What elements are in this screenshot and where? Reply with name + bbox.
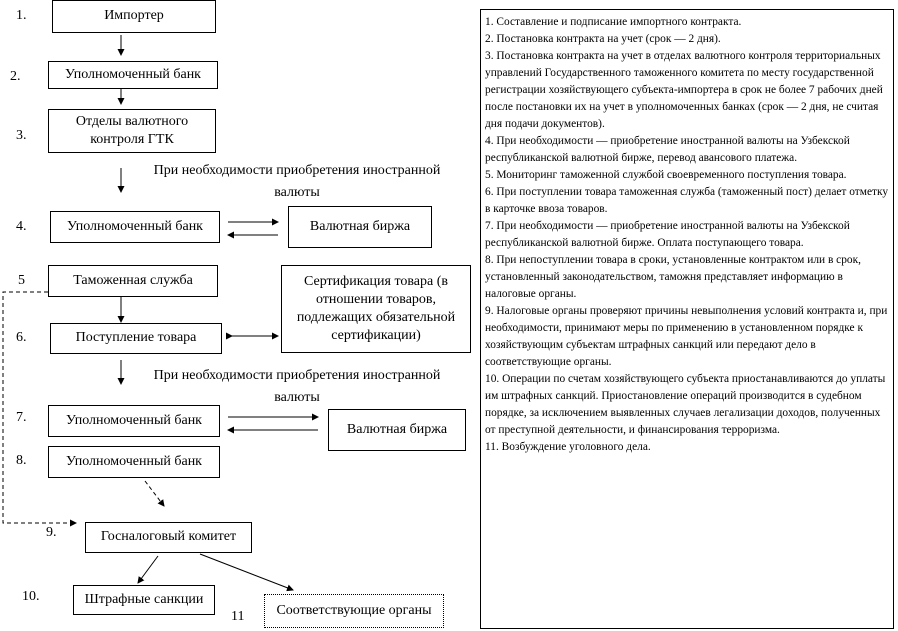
step-number: 3. [16, 128, 27, 143]
penalties-box: Штрафные санкции [73, 585, 215, 615]
step-description: 2. Постановка контракта на учет (срок — 2 дня). [485, 33, 721, 45]
step-description: 8. При непоступлении товара в сроки, установленные контрактом или в срок, установленный законодательством, таможня представляет информацию в налоговые органы. [485, 254, 862, 300]
step-number: 10. [22, 589, 40, 604]
certification-box: Сертификация товара (в отношении товаров, подлежащих обязательной сертификации) [281, 265, 471, 353]
currency-control-box: Отделы валютного контроля ГТК [48, 109, 216, 153]
step-description: 4. При необходимости — приобретение иностранной валюты на Узбекской республиканской валютной бирже, перевод авансового платежа. [485, 135, 850, 164]
step-number: 1. [16, 8, 27, 23]
arrow-bank-tax [145, 481, 164, 506]
step-description: 3. Постановка контракта на учет в отделах валютного контроля территориальных управлений Государственного таможенного комитета по месту государственной регистрации хозяйствующего субъекта-импортера в срок не более 7 рабочих дней после постановки их на учет в уполномоченных банках (срок — 2 дня, не считая дня подачи документов). [485, 50, 883, 130]
steps-description-panel [480, 9, 894, 629]
authorized-bank-box-4: Уполномоченный банк [50, 211, 220, 243]
arrow-tax-penalties [138, 556, 158, 583]
tax-committee-box: Госналоговый комитет [85, 522, 252, 553]
step-number: 7. [16, 410, 27, 425]
importer-box: Импортер [52, 0, 216, 33]
step-description: 10. Операции по счетам хозяйствующего субъекта приостанавливаются до уплаты им штрафных санкций. Приостановление операций производится в судебном порядке, за исключением выявленных случаев легализации доходов, полученных от преступной деятельности, и финансирования терроризма. [485, 373, 886, 436]
step-number: 8. [16, 453, 27, 468]
authorized-bank-box-7: Уполномоченный банк [48, 405, 220, 437]
authorized-bank-box-8: Уполномоченный банк [48, 446, 220, 478]
step-number: 9. [46, 525, 57, 540]
step-number: 4. [16, 219, 27, 234]
currency-exchange-box-7: Валютная биржа [328, 409, 466, 451]
step-description: 6. При поступлении товара таможенная служба (таможенный пост) делает отметку в карточке ввоза товаров. [485, 186, 889, 215]
authorized-bank-box-2: Уполномоченный банк [48, 61, 218, 89]
step-number: 11 [231, 609, 245, 624]
currency-purchase-note-1: При необходимости приобретения иностранной валюты [153, 163, 441, 201]
step-number: 2. [10, 69, 21, 84]
step-description: 11. Возбуждение уголовного дела. [485, 441, 651, 453]
step-number: 6. [16, 330, 27, 345]
step-description: 5. Мониторинг таможенной службой своевременного поступления товара. [485, 169, 847, 181]
step-description: 1. Составление и подписание импортного контракта. [485, 16, 742, 28]
relevant-bodies-box: Соответствующие органы [264, 594, 444, 628]
customs-service-box: Таможенная служба [48, 265, 218, 297]
currency-exchange-box-4: Валютная биржа [288, 206, 432, 248]
step-number: 5 [18, 273, 25, 288]
step-description: 7. При необходимости — приобретение иностранной валюты на Узбекской республиканской валютной бирже. Оплата поступающего товара. [485, 220, 850, 249]
goods-arrival-box: Поступление товара [50, 323, 222, 354]
currency-purchase-note-2: При необходимости приобретения иностранной валюты [153, 368, 441, 406]
step-description: 9. Налоговые органы проверяют причины невыполнения условий контракта и, при необходимости, принимают меры по применению в установленном порядке к хозяйствующим субъектам штрафных санкций или передают дело в соответствующие органы. [485, 305, 888, 368]
